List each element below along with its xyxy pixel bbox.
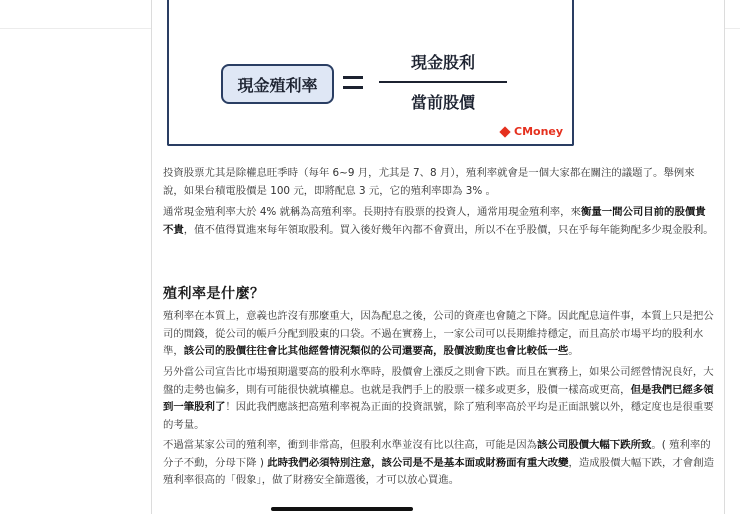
- paragraph-emphasis: 衡量一間公司目前的股價貴不貴: [163, 206, 706, 236]
- fraction-line: [379, 81, 507, 83]
- section-heading: 殖利率是什麼？: [163, 286, 265, 302]
- paragraph-emphasis: 該公司的股價往往會比其他經營情況類似的公司還要高，股價波動度也會比較低一些: [183, 345, 569, 358]
- paragraph-emphasis: 此時我們必須特別注意，該公司是不是基本面或財務面有重大改變: [267, 456, 569, 469]
- paragraph-text: ，值不值得買進來每年領取股利。買入後好幾年內都不會賣出，所以不在乎股價，只在乎每年能夠配多少現金股利。: [183, 223, 714, 236]
- paragraph-text: 。: [568, 345, 579, 358]
- fraction-denominator: 當前股價: [410, 93, 475, 112]
- paragraph-text: 另外當公司宣告比市場預期還要高的股利水準時，股價會上漲反之則會下跌。而且在實務上，如果公司經營情況良好，大盤的走勢也偏多，則有可能很快就填權息。也就是我們手上的股票一樣多或更多，股價一樣高或更高，: [163, 366, 714, 396]
- equals-sign-top-bar: [343, 76, 363, 79]
- paragraph-text: 。( 殖利率的分子不動，分母下降 ): [163, 439, 711, 469]
- cmoney-logo: [501, 125, 563, 138]
- paragraph-emphasis: 該公司股價大幅下跌所致: [537, 439, 652, 451]
- intro-paragraph-2: [163, 204, 715, 239]
- intro-paragraph-1: [163, 165, 715, 200]
- paragraph-text: 通常現金殖利率大於 4% 就稱為高殖利率。長期持有股票的投資人，通常用現金殖利率，來: [163, 206, 581, 218]
- section-paragraph-3: [163, 437, 715, 490]
- formula-image: [167, 0, 574, 146]
- paragraph-text: ，造成股價大幅下跌，才會創造殖利率很高的「假象」，做了財務安全篩選後，才可以放心買進。: [163, 456, 714, 487]
- section-paragraph-1: [163, 308, 715, 361]
- fraction-numerator: 現金股利: [410, 53, 475, 72]
- paragraph-emphasis: 但是我們已經多領到一筆股利了: [163, 383, 714, 414]
- diamond-logo-icon: [499, 126, 510, 137]
- section-paragraph-2: [163, 364, 715, 434]
- home-indicator-bar[interactable]: [271, 507, 413, 511]
- formula-left-label: 現金殖利率: [221, 64, 334, 104]
- cmoney-logo-text: CMoney: [514, 125, 564, 138]
- equals-sign-bottom-bar: [343, 86, 363, 89]
- paragraph-text: ！因此我們應該把高殖利率視為正面的投資訊號，除了殖利率高於平均是正面訊號以外，穩定度也是很重要的考量。: [163, 401, 714, 431]
- paragraph-text: 殖利率在本質上，意義也許沒有那麼重大，因為配息之後，公司的資產也會隨之下降。因此配息這件事，本質上只是把公司的閒錢，從公司的帳戶分配到股東的口袋。不過在實務上，一家公司可以長期維持穩定，而且高於市場平均的股利水準，: [163, 310, 714, 358]
- paragraph-text: 不過當某家公司的殖利率，衝到非常高，但股利水準並沒有比以往高，可能是因為: [163, 439, 538, 451]
- paragraph-text: 投資股票尤其是除權息旺季時（每年 6~9 月，尤其是 7、8 月），殖利率就會是一個大家都在關注的議題了。舉例來說，如果台積電股價是 100 元，即將配息 3 元，它的殖利率即為 3% 。: [163, 167, 695, 197]
